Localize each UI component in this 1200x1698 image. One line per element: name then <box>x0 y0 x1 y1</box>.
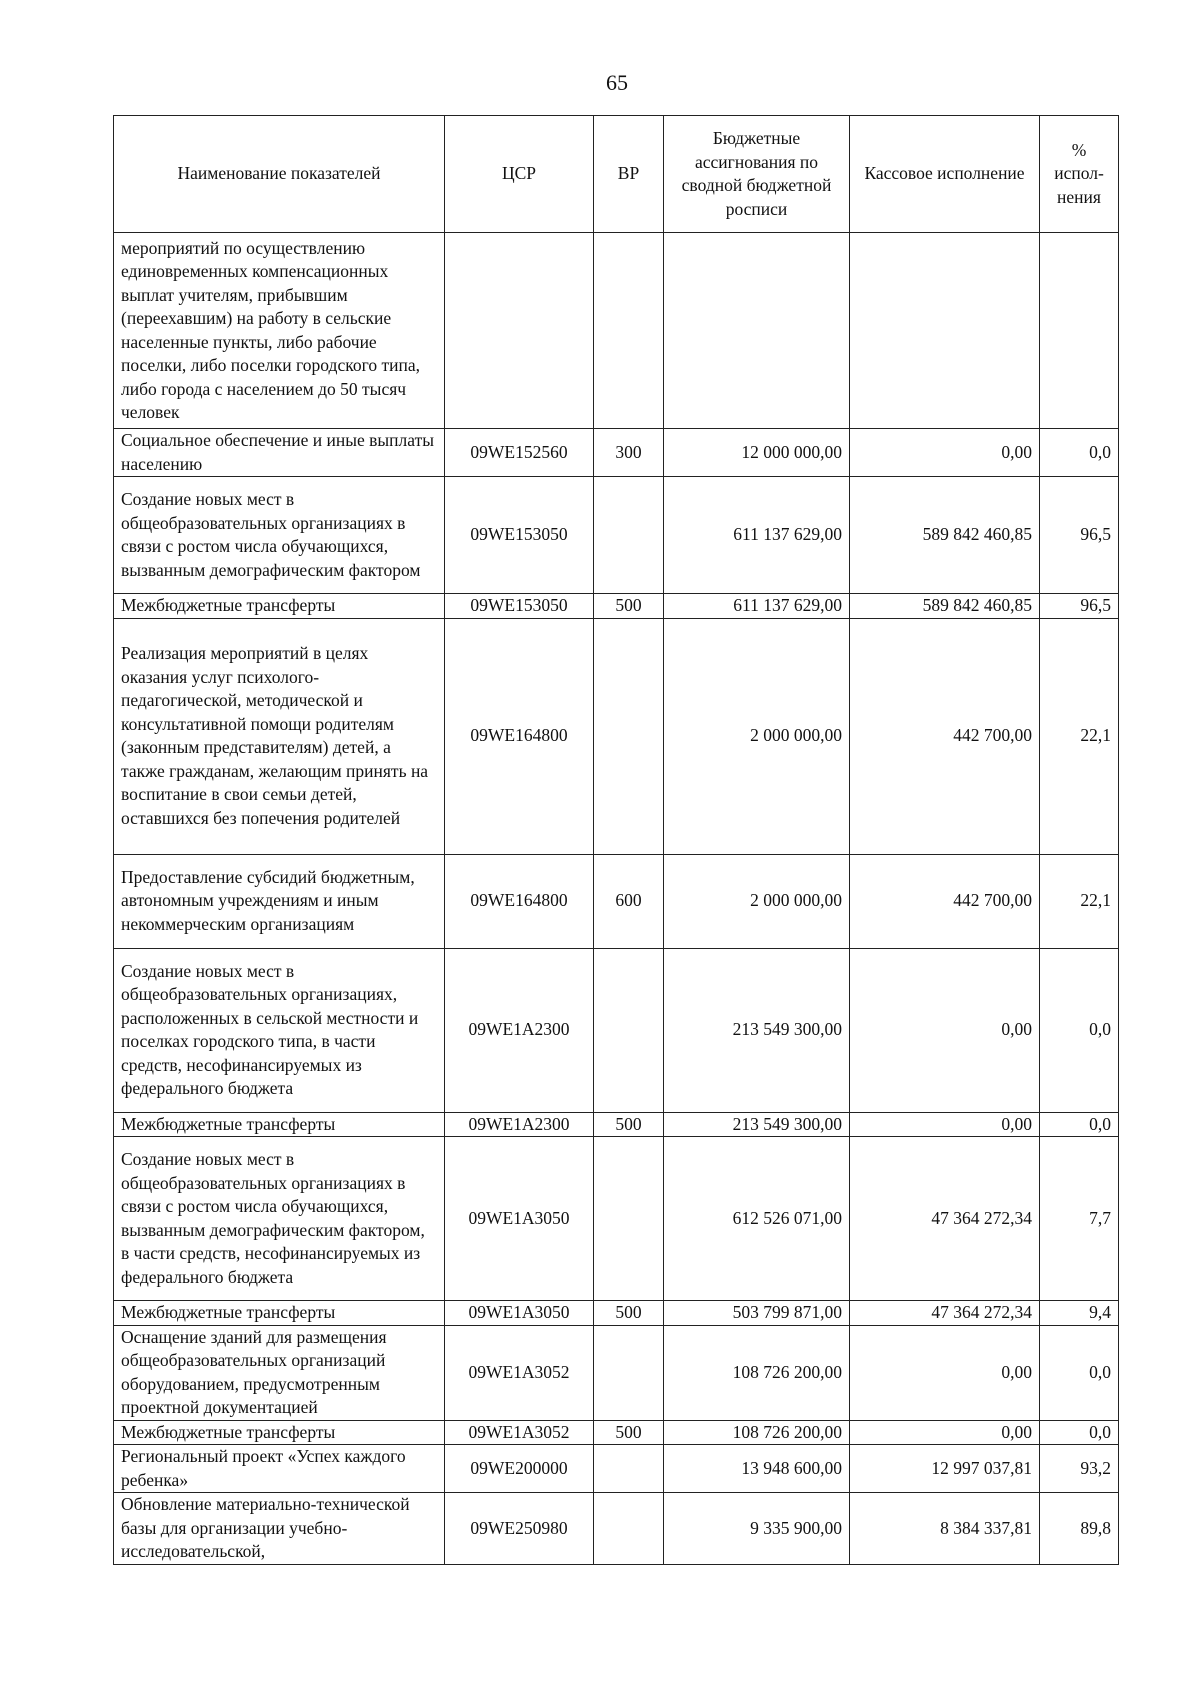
row-name: Социальное обеспечение и иные выплаты населению <box>114 429 445 477</box>
row-percent: 93,2 <box>1040 1445 1119 1493</box>
row-vr <box>594 477 664 594</box>
row-execution: 0,00 <box>850 1420 1040 1445</box>
row-percent: 9,4 <box>1040 1301 1119 1326</box>
row-vr: 500 <box>594 1112 664 1137</box>
table-row <box>114 594 1119 619</box>
row-csr: 09WE153050 <box>445 594 594 619</box>
row-percent: 0,0 <box>1040 1325 1119 1420</box>
row-vr <box>594 1445 664 1493</box>
row-execution <box>850 233 1040 429</box>
row-execution: 589 842 460,85 <box>850 477 1040 594</box>
table-row <box>114 1301 1119 1326</box>
row-csr: 09WE250980 <box>445 1493 594 1565</box>
row-name: Межбюджетные трансферты <box>114 1301 445 1326</box>
row-csr: 09WE1A2300 <box>445 1112 594 1137</box>
table-row <box>114 618 1119 854</box>
row-budget: 9 335 900,00 <box>664 1493 850 1565</box>
row-execution: 442 700,00 <box>850 854 1040 948</box>
row-percent: 0,0 <box>1040 429 1119 477</box>
row-name: Предоставление субсидий бюджетным, автономным учреждениям и иным некоммерческим организациям <box>114 854 445 948</box>
row-csr: 09WE164800 <box>445 618 594 854</box>
table-row <box>114 1325 1119 1420</box>
table-row <box>114 1445 1119 1493</box>
row-execution: 47 364 272,34 <box>850 1137 1040 1301</box>
row-percent: 22,1 <box>1040 618 1119 854</box>
row-csr: 09WE200000 <box>445 1445 594 1493</box>
header-execution: Кассовое исполнение <box>850 116 1040 233</box>
row-csr: 09WE153050 <box>445 477 594 594</box>
row-execution: 0,00 <box>850 1325 1040 1420</box>
row-csr: 09WE1A3050 <box>445 1137 594 1301</box>
row-name: Региональный проект «Успех каждого ребенка» <box>114 1445 445 1493</box>
row-csr: 09WE164800 <box>445 854 594 948</box>
row-budget: 2 000 000,00 <box>664 618 850 854</box>
row-percent: 89,8 <box>1040 1493 1119 1565</box>
page-number: 65 <box>606 70 628 95</box>
row-name: Создание новых мест в общеобразовательных организациях в связи с ростом числа обучающихся, вызванным демографическим фактором <box>114 477 445 594</box>
table-row <box>114 1493 1119 1565</box>
row-csr: 09WE1A3052 <box>445 1420 594 1445</box>
row-execution: 0,00 <box>850 948 1040 1112</box>
row-percent <box>1040 233 1119 429</box>
row-execution: 12 997 037,81 <box>850 1445 1040 1493</box>
row-execution: 589 842 460,85 <box>850 594 1040 619</box>
header-percent: % испол-нения <box>1040 116 1119 233</box>
table-header-row <box>114 116 1119 233</box>
row-execution: 0,00 <box>850 1112 1040 1137</box>
row-percent: 0,0 <box>1040 1420 1119 1445</box>
row-percent: 0,0 <box>1040 948 1119 1112</box>
row-vr: 500 <box>594 1301 664 1326</box>
row-vr: 500 <box>594 1420 664 1445</box>
row-name: Реализация мероприятий в целях оказания услуг психолого-педагогической, методической и консультативной помощи родителям (законным представителям) детей, а также гражданам, желающим принять на воспитание в свои семьи детей, оставшихся без попечения родителей <box>114 618 445 854</box>
row-budget: 503 799 871,00 <box>664 1301 850 1326</box>
row-execution: 0,00 <box>850 429 1040 477</box>
row-budget: 108 726 200,00 <box>664 1325 850 1420</box>
table-row <box>114 233 1119 429</box>
row-name: Создание новых мест в общеобразовательных организациях, расположенных в сельской местности и поселках городского типа, в части средств, несофинансируемых из федерального бюджета <box>114 948 445 1112</box>
row-name: Обновление материально-технической базы для организации учебно-исследовательской, <box>114 1493 445 1565</box>
row-csr: 09WE152560 <box>445 429 594 477</box>
table-row <box>114 948 1119 1112</box>
row-percent: 7,7 <box>1040 1137 1119 1301</box>
row-budget <box>664 233 850 429</box>
row-name: Межбюджетные трансферты <box>114 594 445 619</box>
row-budget: 612 526 071,00 <box>664 1137 850 1301</box>
row-vr: 600 <box>594 854 664 948</box>
row-percent: 0,0 <box>1040 1112 1119 1137</box>
row-vr: 500 <box>594 594 664 619</box>
row-budget: 108 726 200,00 <box>664 1420 850 1445</box>
row-csr: 09WE1A3052 <box>445 1325 594 1420</box>
row-name: Межбюджетные трансферты <box>114 1420 445 1445</box>
header-vr: ВР <box>594 116 664 233</box>
row-csr: 09WE1A3050 <box>445 1301 594 1326</box>
row-budget: 2 000 000,00 <box>664 854 850 948</box>
table-row <box>114 854 1119 948</box>
row-budget: 213 549 300,00 <box>664 948 850 1112</box>
row-budget: 213 549 300,00 <box>664 1112 850 1137</box>
table-row <box>114 1112 1119 1137</box>
row-vr <box>594 233 664 429</box>
row-budget: 611 137 629,00 <box>664 477 850 594</box>
row-execution: 8 384 337,81 <box>850 1493 1040 1565</box>
budget-execution-table <box>113 115 1119 1565</box>
row-execution: 442 700,00 <box>850 618 1040 854</box>
row-vr <box>594 1137 664 1301</box>
header-name: Наименование показателей <box>114 116 445 233</box>
table-row <box>114 477 1119 594</box>
table-row <box>114 1420 1119 1445</box>
row-budget: 611 137 629,00 <box>664 594 850 619</box>
row-vr: 300 <box>594 429 664 477</box>
header-budget: Бюджетные ассигнования по сводной бюджетной росписи <box>664 116 850 233</box>
table-row <box>114 1137 1119 1301</box>
row-budget: 12 000 000,00 <box>664 429 850 477</box>
header-csr: ЦСР <box>445 116 594 233</box>
row-name: Оснащение зданий для размещения общеобразовательных организаций оборудованием, предусмотренным проектной документацией <box>114 1325 445 1420</box>
row-csr: 09WE1A2300 <box>445 948 594 1112</box>
row-percent: 96,5 <box>1040 594 1119 619</box>
row-name: мероприятий по осуществлению единовременных компенсационных выплат учителям, прибывшим (переехавшим) на работу в сельские населенные пункты, либо рабочие поселки, либо поселки городского типа, либо города с населением до 50 тысяч человек <box>114 233 445 429</box>
row-csr <box>445 233 594 429</box>
row-vr <box>594 948 664 1112</box>
row-percent: 96,5 <box>1040 477 1119 594</box>
row-execution: 47 364 272,34 <box>850 1301 1040 1326</box>
row-name: Создание новых мест в общеобразовательных организациях в связи с ростом числа обучающихся, вызванным демографическим фактором, в части средств, несофинансируемых из федерального бюджета <box>114 1137 445 1301</box>
row-vr <box>594 1493 664 1565</box>
row-percent: 22,1 <box>1040 854 1119 948</box>
table-row <box>114 429 1119 477</box>
row-name: Межбюджетные трансферты <box>114 1112 445 1137</box>
row-budget: 13 948 600,00 <box>664 1445 850 1493</box>
row-vr <box>594 1325 664 1420</box>
row-vr <box>594 618 664 854</box>
